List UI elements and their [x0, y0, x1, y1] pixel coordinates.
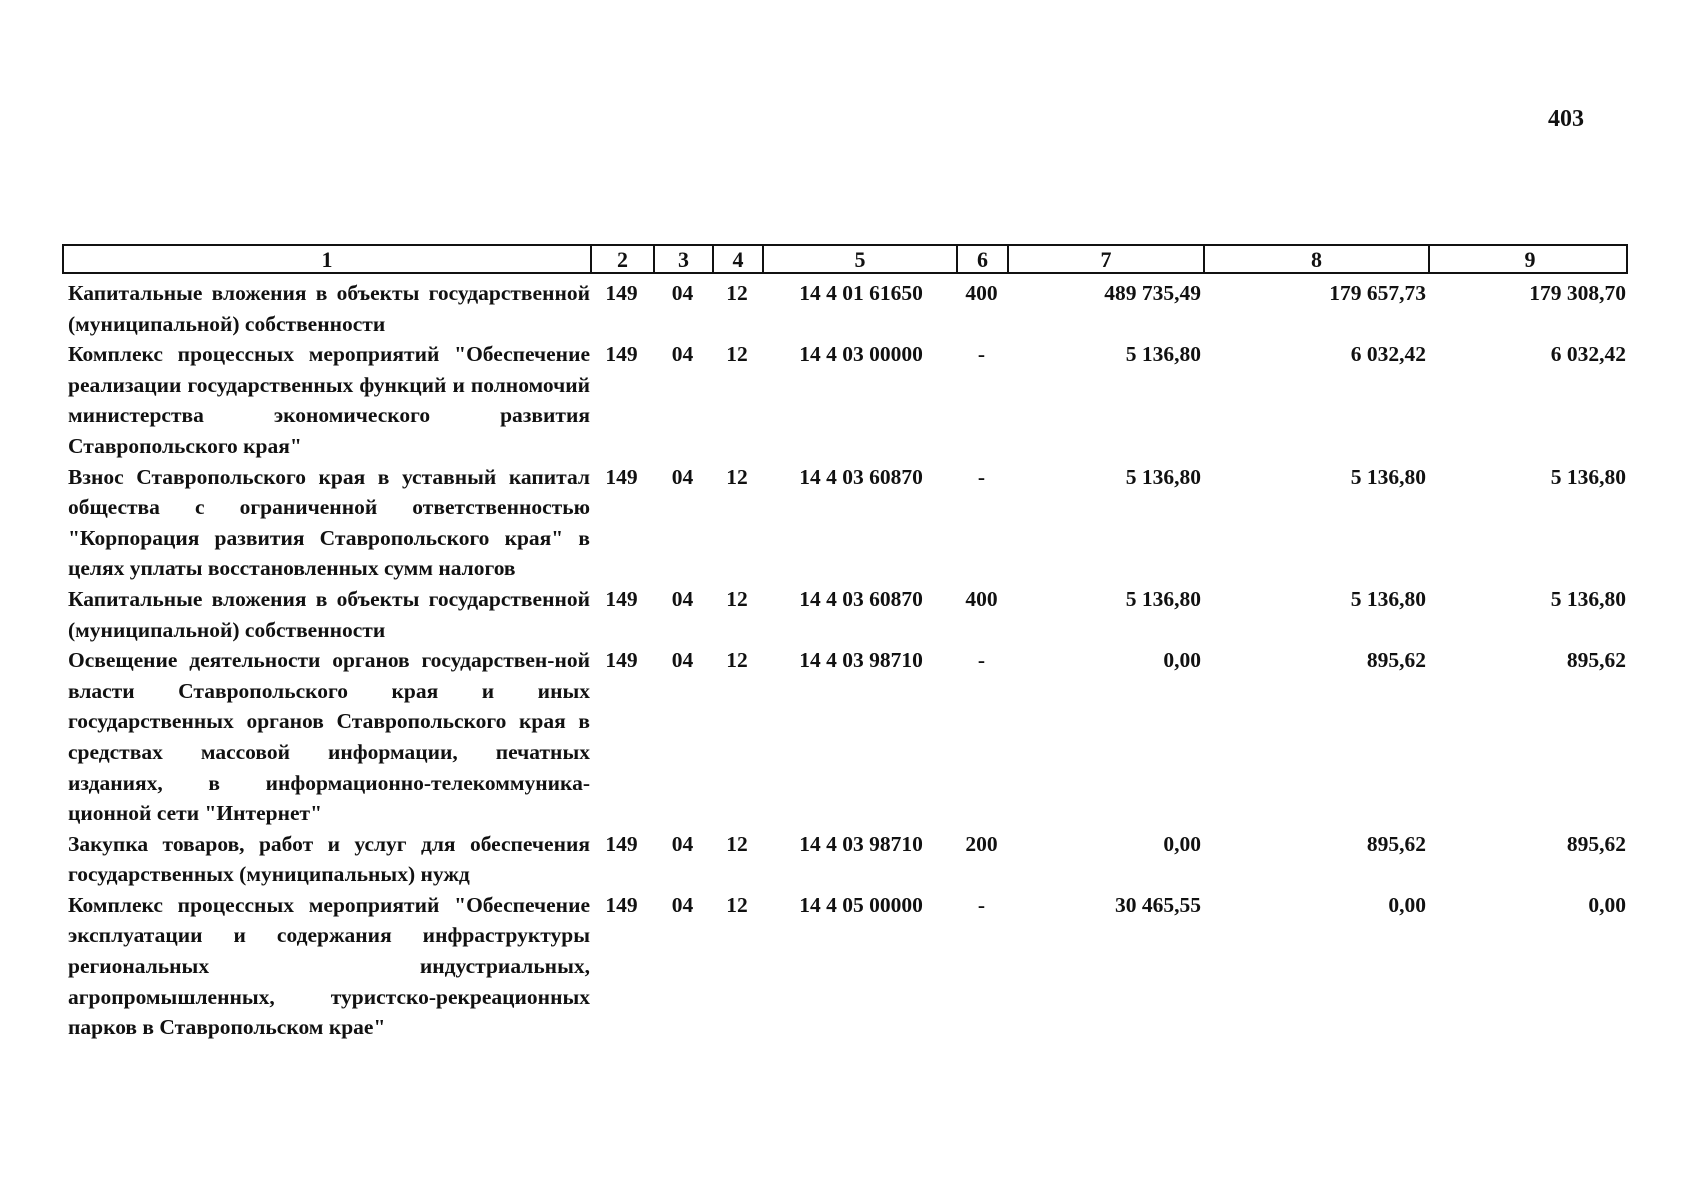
row-code-subsection: 12	[726, 342, 748, 367]
row-target-article: 14 4 03 00000	[799, 342, 923, 367]
row-amount-7: 0,00	[1163, 648, 1201, 673]
row-amount-7: 5 136,80	[1125, 586, 1201, 611]
row-name: Комплекс процессных мероприятий "Обеспечение эксплуатации и содержания инфраструктуры региональных индустриальных, агропромышленных, туристско-рекреационных парков в Ставропольском крае"	[68, 892, 590, 1040]
row-target-article: 14 4 03 60870	[799, 586, 923, 611]
row-amount-9: 5 136,80	[1550, 464, 1626, 489]
row-amount-8: 0,00	[1388, 892, 1426, 917]
column-header-6: 6	[958, 246, 1009, 273]
row-expense-type: 200	[965, 831, 998, 856]
row-name: Взнос Ставропольского края в уставный капитал общества с ограниченной ответственностью "Корпорация развития Ставропольского края" в целях уплаты восстановленных сумм налогов	[68, 464, 590, 581]
row-expense-type: 400	[965, 281, 998, 305]
row-amount-8: 5 136,80	[1350, 586, 1426, 611]
column-header-5: 5	[764, 246, 958, 273]
table-row	[62, 584, 1628, 645]
row-amount-8: 179 657,73	[1329, 281, 1426, 305]
row-name: Закупка товаров, работ и услуг для обеспечения государственных (муниципальных) нужд	[68, 831, 590, 887]
row-code-ministry: 149	[605, 342, 638, 367]
row-code-ministry: 149	[605, 831, 638, 856]
row-name: Капитальные вложения в объекты государственной (муниципальной) собственности	[68, 281, 590, 336]
row-code-subsection: 12	[726, 586, 748, 611]
row-name: Освещение деятельности органов государствен-ной власти Ставропольского края и иных государственных органов Ставропольского края в средствах массовой информации, печатных изданиях, в информационно-телекоммуника-ционной сети "Интернет"	[68, 648, 590, 826]
row-expense-type: -	[977, 892, 986, 917]
row-code-section: 04	[671, 281, 694, 305]
row-amount-7: 0,00	[1163, 831, 1201, 856]
row-code-section: 04	[671, 586, 694, 611]
row-amount-9: 179 308,70	[1529, 281, 1626, 305]
column-header-2: 2	[592, 246, 655, 273]
page-number: 403	[1548, 106, 1584, 132]
row-code-ministry: 149	[605, 586, 638, 611]
row-code-subsection: 12	[726, 281, 748, 305]
table-row	[62, 278, 1628, 339]
row-code-subsection: 12	[726, 831, 748, 856]
row-amount-9: 895,62	[1566, 648, 1626, 673]
row-code-subsection: 12	[726, 648, 748, 673]
column-header-4: 4	[714, 246, 764, 273]
table-row	[62, 462, 1628, 584]
row-name: Комплекс процессных мероприятий "Обеспечение реализации государственных функций и полномочий министерства экономического развития Ставропольского края"	[68, 342, 590, 458]
row-amount-9: 0,00	[1588, 892, 1626, 917]
column-header-3: 3	[655, 246, 714, 273]
row-expense-type: 400	[965, 586, 998, 611]
row-amount-8: 6 032,42	[1350, 342, 1426, 367]
column-header-1: 1	[64, 246, 592, 273]
table-row	[62, 829, 1628, 890]
row-amount-7: 5 136,80	[1125, 464, 1201, 489]
row-amount-8: 895,62	[1366, 648, 1426, 673]
table-body	[62, 278, 1628, 1043]
row-code-section: 04	[671, 342, 694, 367]
row-target-article: 14 4 01 61650	[799, 281, 923, 305]
column-header-7: 7	[1009, 246, 1205, 273]
row-amount-7: 489 735,49	[1104, 281, 1201, 305]
row-code-section: 04	[671, 831, 694, 856]
row-code-section: 04	[671, 892, 694, 917]
row-target-article: 14 4 03 60870	[799, 464, 923, 489]
row-amount-7: 5 136,80	[1125, 342, 1201, 367]
row-target-article: 14 4 03 98710	[799, 648, 923, 673]
row-code-section: 04	[671, 464, 694, 489]
row-target-article: 14 4 05 00000	[799, 892, 923, 917]
row-code-ministry: 149	[605, 464, 638, 489]
table-row	[62, 339, 1628, 461]
column-header-9: 9	[1524, 247, 1536, 272]
table-row	[62, 890, 1628, 1043]
column-header-8: 8	[1205, 246, 1430, 273]
row-code-ministry: 149	[605, 892, 638, 917]
row-target-article: 14 4 03 98710	[799, 831, 923, 856]
row-code-subsection: 12	[726, 464, 748, 489]
row-expense-type: -	[977, 464, 986, 489]
row-amount-8: 5 136,80	[1350, 464, 1426, 489]
row-amount-9: 6 032,42	[1550, 342, 1626, 367]
row-name: Капитальные вложения в объекты государственной (муниципальной) собственности	[68, 586, 590, 642]
row-amount-9: 895,62	[1566, 831, 1626, 856]
row-amount-9: 5 136,80	[1550, 586, 1626, 611]
row-code-ministry: 149	[605, 648, 638, 673]
table-row	[62, 645, 1628, 829]
row-expense-type: -	[977, 342, 986, 367]
row-code-subsection: 12	[726, 892, 748, 917]
row-code-ministry: 149	[605, 281, 638, 305]
row-code-section: 04	[671, 648, 694, 673]
row-expense-type: -	[977, 648, 986, 673]
row-amount-7: 30 465,55	[1115, 892, 1201, 917]
row-amount-8: 895,62	[1366, 831, 1426, 856]
table-header	[62, 244, 1628, 274]
